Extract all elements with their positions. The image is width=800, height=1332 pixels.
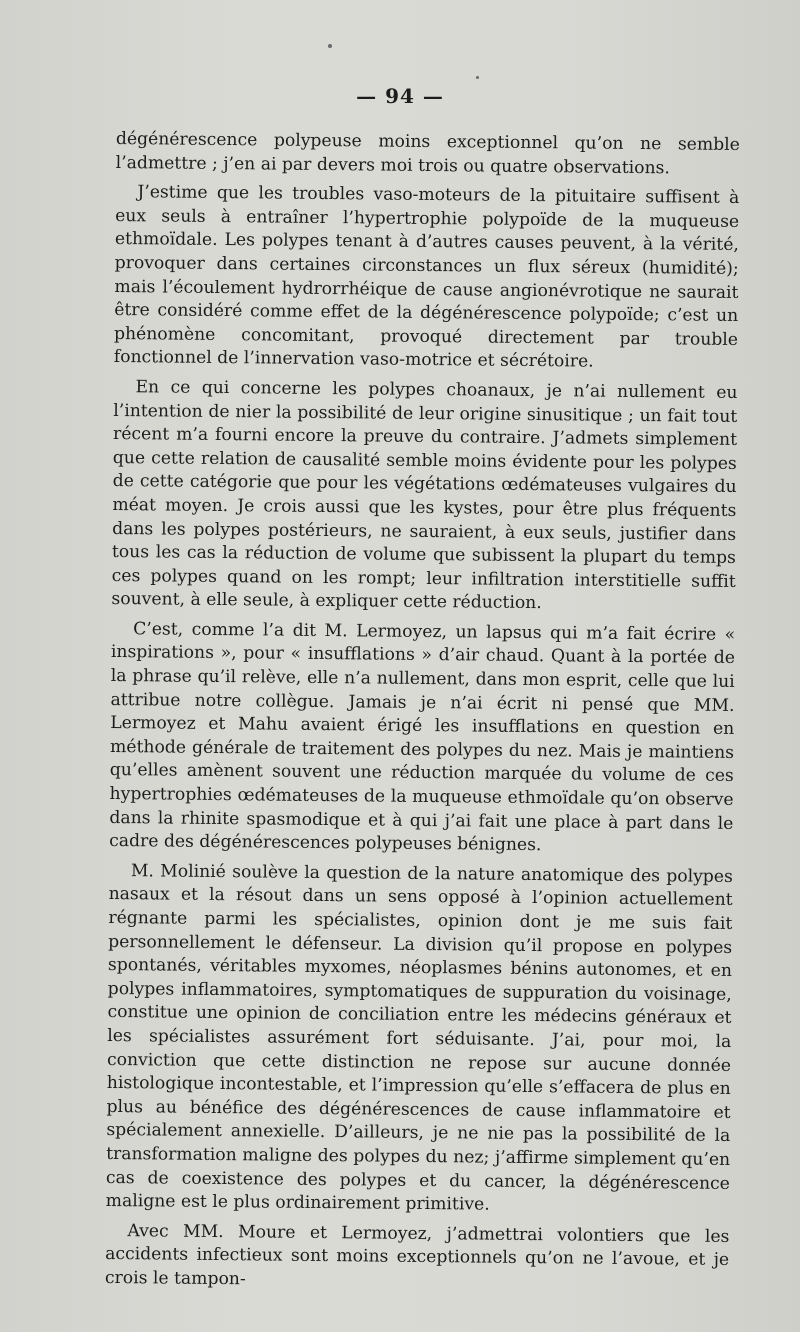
ink-speck — [328, 44, 332, 48]
paragraph-vaso-moteurs: J’estime que les troubles vaso-moteurs de la pituitaire suffisent à eux seuls à entraîner l’hypertrophie polypoïde de la muqueuse ethmoïdale. Les polypes tenant à d’autres causes peuvent, à la vérité, provoquer dans certaines circonstances un flux séreux (humidité); mais l’écoulement hydrorrhéique de cause angionévrotique ne saurait être considéré comme effet de la dégénérescence polypoïde; c’est un phénomène concomitant, provoqué directement par trouble fonctionnel de l’innervation vaso-motrice et sécrétoire. — [113, 182, 740, 372]
body-text — [105, 128, 740, 1302]
paragraph-continuation: dégénérescence polypeuse moins exceptionnel qu’on ne semble l’admettre ; j’en ai par devers moi trois ou quatre observations. — [115, 128, 740, 178]
ink-speck — [476, 76, 479, 79]
paragraph-molinie: M. Molinié soulève la question de la nature anatomique des polypes nasaux et la résout dans un sens opposé à l’opinion actuellement régnante parmi les spécialistes, opinion dont je me suis fait personnellement le défenseur. La division qu’il propose en polypes spontanés, véritables myxomes, néoplasmes bénins autonomes, et en polypes inflammatoires, symptomatiques de suppuration du voisinage, constitue une opinion de conciliation entre les médecins généraux et les spécialistes assurément fort séduisante. J’ai, pour moi, la conviction que cette distinction ne repose sur aucune donnée histologique incontestable, et l’impression qu’elle s’effacera de plus en plus au bénéfice des dégénérescences de cause inflammatoire et spécialement annexielle. D’ailleurs, je ne nie pas la possibilité de la transformation maligne des polypes du nez; j’affirme simplement qu’en cas de coexistence des polypes et du cancer, la dégénérescence maligne est le plus ordinairement primitive. — [105, 860, 733, 1215]
paragraph-polypes-choanaux: En ce qui concerne les polypes choanaux, je n’ai nullement eu l’intention de nier la possibilité de leur origine sinusitique ; un fait tout récent m’a fourni encore la preuve du contraire. J’admets simplement que cette relation de causalité semble moins évidente pour les polypes de cette catégorie que pour les végétations œdémateuses vulgaires du méat moyen. Je crois aussi que les kystes, pour être plus fréquents dans les polypes postérieurs, ne sauraient, à eux seuls, justifier dans tous les cas la réduction de volume que subissent la plupart du temps ces polypes quand on les rompt; leur infiltration interstitielle suffit souvent, à elle seule, à expliquer cette réduction. — [111, 377, 738, 614]
paragraph-moure-lermoyez: Avec MM. Moure et Lermoyez, j’admettrai volontiers que les accidents infectieux sont moins exceptionnels qu’on ne l’avoue, et je crois le tampon- — [104, 1220, 730, 1290]
page-number: — 94 — — [356, 84, 444, 108]
paragraph-lermoyez: C’est, comme l’a dit M. Lermoyez, un lapsus qui m’a fait écrire « inspirations », pour « insufflations » d’air chaud. Quant à la portée de la phrase qu’il relève, elle n’a nullement, dans mon esprit, celle que lui attribue notre collègue. Jamais je n’ai écrit ni pensé que MM. Lermoyez et Mahu avaient érigé les insufflations en question en méthode générale de traitement des polypes du nez. Mais je maintiens qu’elles amènent souvent une réduction marquée du volume de ces hypertrophies œdémateuses de la muqueuse ethmoïdale qu’on observe dans la rhinite spasmodique et à qui j’ai fait une place à part dans le cadre des dégénérescences polypeuses bénignes. — [109, 619, 736, 856]
